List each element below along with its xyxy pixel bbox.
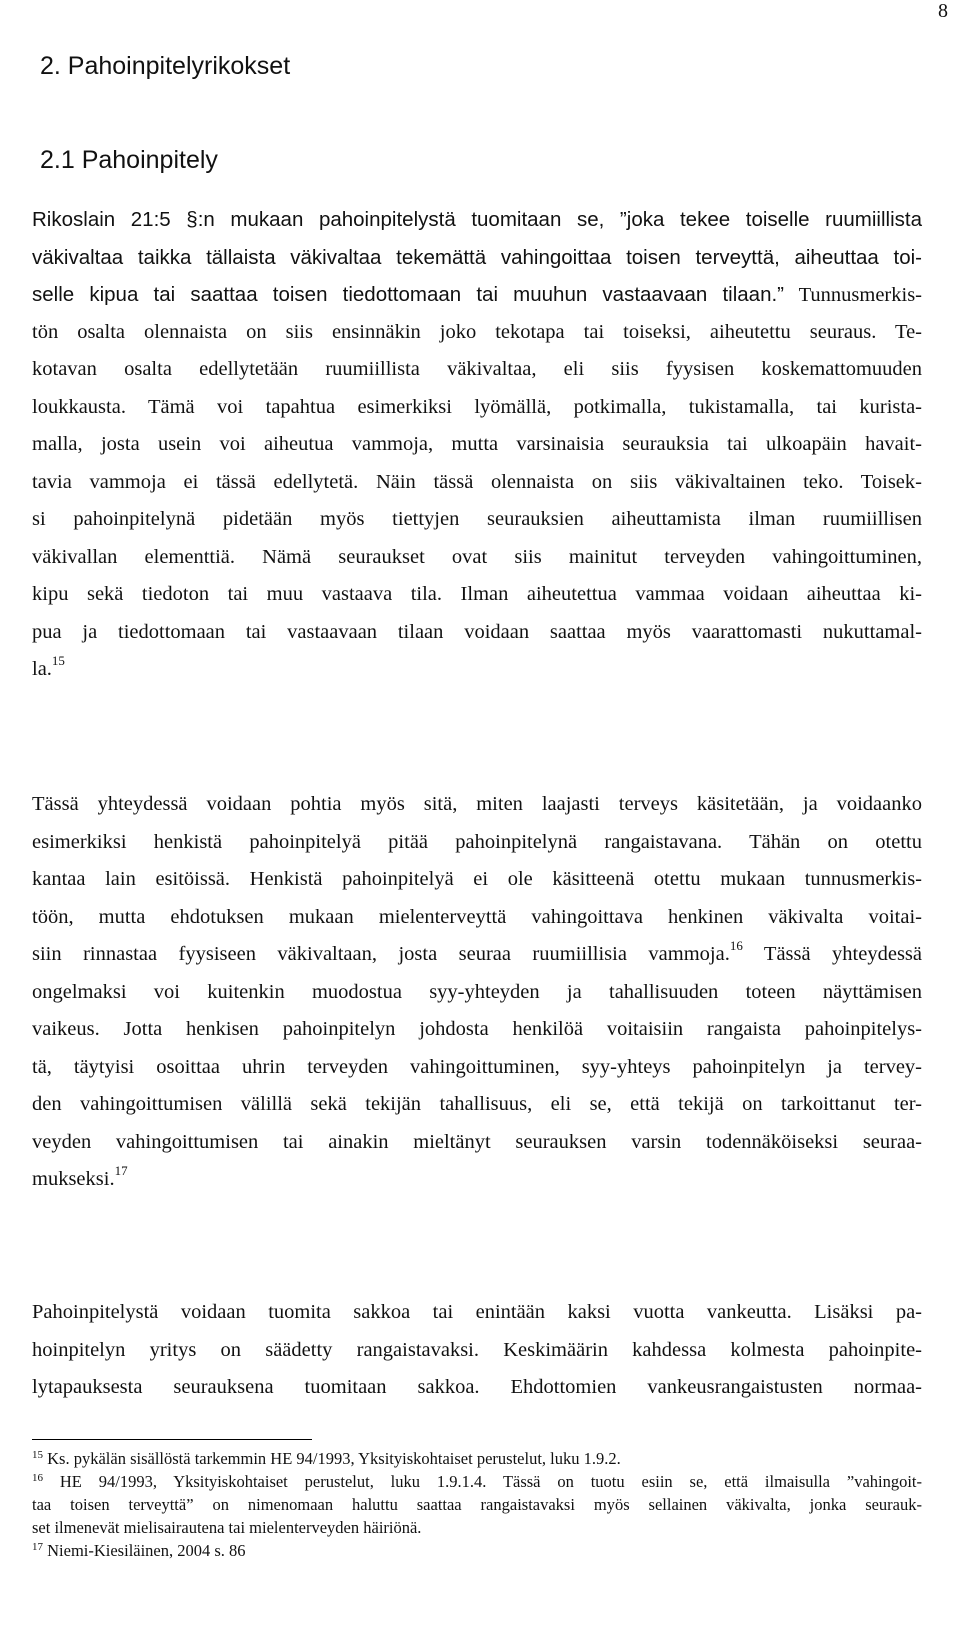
footnote-ref: 16 bbox=[729, 938, 743, 953]
footnote-16 bbox=[32, 1470, 922, 1493]
text-line bbox=[32, 936, 922, 974]
footnote-number: 17 bbox=[32, 1541, 43, 1553]
paragraph-1 bbox=[32, 201, 922, 689]
text-line: väkivaltaa taikka tällaista väkivaltaa tekemättä vahingoittaa toisen terveyttä, aiheuttaa toi- bbox=[32, 245, 922, 269]
text-segment: selle kipua tai saattaa toisen tiedottomaan tai muuhun vastaavaan tilaan.” bbox=[32, 283, 784, 306]
text-segment: mukseksi. bbox=[32, 1168, 115, 1190]
footnote-number: 15 bbox=[32, 1449, 43, 1461]
text-line: Tässä yhteydessä voidaan pohtia myös sitä, miten laajasti terveys käsitetään, ja voidaanko bbox=[32, 793, 922, 815]
footnote-text: HE 94/1993, Yksityiskohtaiset perustelut, luku 1.9.1.4. Tässä on tuotu esiin se, että ilmaisulla ”vahingoit- bbox=[59, 1472, 923, 1491]
text-line bbox=[32, 389, 922, 427]
text-line: Rikoslain 21:5 §:n mukaan pahoinpitelystä tuomitaan se, ”joka tekee toiselle ruumiillista bbox=[32, 208, 922, 231]
text-line: lytapauksesta seurauksena tuomitaan sakkoa. Ehdottomien vankeusrangaistusten normaa- bbox=[32, 1376, 922, 1398]
footnotes bbox=[32, 1447, 922, 1562]
footnote-divider bbox=[32, 1439, 312, 1440]
paragraph-2 bbox=[32, 786, 922, 1199]
section-heading: 2. Pahoinpitelyrikokset bbox=[40, 52, 291, 80]
text-segment: Tässä yhteydessä bbox=[763, 943, 922, 965]
text-line: kantaa lain esitöissä. Henkistä pahoinpitelyä ei ole käsitteenä otettu mukaan tunnusmerkis- bbox=[32, 868, 922, 890]
text-segment: loukkausta. bbox=[32, 395, 126, 418]
text-line: hoinpitelyn yritys on säädetty rangaistavaksi. Keskimäärin kahdessa kolmesta pahoinpite- bbox=[32, 1338, 922, 1361]
text-line: si pahoinpitelynä pidetään myös tiettyjen seurauksien aiheuttamista ilman ruumiillisen bbox=[32, 508, 922, 530]
text-segment: Tämä voi tapahtua esimerkiksi lyömällä, potkimalla, tukistamalla, tai kurista- bbox=[147, 395, 922, 418]
footnote-ref: 15 bbox=[51, 653, 65, 668]
text-line: ongelmaksi voi kuitenkin muodostua syy-yhteyden ja tahallisuuden toteen näyttämisen bbox=[32, 980, 922, 1003]
text-segment: la. bbox=[32, 658, 52, 680]
text-line bbox=[32, 1161, 922, 1199]
footnote-text: Niemi-Kiesiläinen, 2004 s. 86 bbox=[47, 1541, 246, 1560]
text-line: töön, mutta ehdotuksen mukaan mielenterveyttä vahingoittava henkinen väkivalta voitai- bbox=[32, 905, 922, 928]
text-line: esimerkiksi henkistä pahoinpitelyä pitää pahoinpitelynä rangaistavana. Tähän on otettu bbox=[32, 830, 922, 853]
footnote-text: Ks. pykälän sisällöstä tarkemmin HE 94/1993, Yksityiskohtaiset perustelut, luku 1.9.2. bbox=[47, 1449, 621, 1468]
footnote-text: taa toisen terveyttä” on nimenomaan haluttu saattaa rangaistavaksi myös sellainen väkivalta, jonka seurauk- bbox=[32, 1495, 922, 1514]
text-line: vaikeus. Jotta henkisen pahoinpitelyn johdosta henkilöä voitaisiin rangaista pahoinpitelys- bbox=[32, 1018, 922, 1040]
text-line: tön osalta olennaista on siis ensinnäkin joko tekotapa tai toiseksi, aiheutettu seuraus. Te- bbox=[32, 320, 922, 343]
footnote-number: 16 bbox=[32, 1472, 43, 1484]
footnote-text: set ilmenevät mielisairautena tai mielenterveyden häiriönä. bbox=[32, 1518, 422, 1537]
footnote-ref: 17 bbox=[114, 1163, 128, 1178]
text-line: väkivallan elementtiä. Nämä seuraukset ovat siis mainitut terveyden vahingoittuminen, bbox=[32, 545, 922, 568]
text-line: malla, josta usein voi aiheutua vammoja, mutta varsinaisia seurauksia tai ulkoapäin havait- bbox=[32, 433, 922, 455]
text-line: Pahoinpitelystä voidaan tuomita sakkoa tai enintään kaksi vuotta vankeutta. Lisäksi pa- bbox=[32, 1301, 922, 1323]
text-segment: Tunnusmerkis- bbox=[798, 284, 923, 306]
text-line: tä, täytyisi osoittaa uhrin terveyden vahingoittuminen, syy-yhteys pahoinpitelyn ja tervey- bbox=[32, 1055, 922, 1078]
text-line bbox=[32, 276, 922, 314]
paragraph-3 bbox=[32, 1294, 922, 1407]
text-line: kotavan osalta edellytetään ruumiillista väkivaltaa, eli siis fyysisen koskemattomuuden bbox=[32, 358, 922, 380]
footnote-15 bbox=[32, 1447, 922, 1470]
text-line: den vahingoittumisen välillä sekä tekijän tahallisuus, eli se, että tekijä on tarkoittanut ter- bbox=[32, 1093, 922, 1115]
text-line: tavia vammoja ei tässä edellytetä. Näin tässä olennaista on siis väkivaltainen teko. Toisek- bbox=[32, 470, 922, 493]
subsection-heading: 2.1 Pahoinpitely bbox=[40, 146, 218, 174]
text-line bbox=[32, 651, 922, 689]
text-line: kipu sekä tiedoton tai muu vastaava tila. Ilman aiheutettua vammaa voidaan aiheuttaa ki- bbox=[32, 583, 922, 605]
text-line: veyden vahingoittumisen tai ainakin mieltänyt seurauksen varsin todennäköiseksi seuraa- bbox=[32, 1130, 922, 1153]
footnote-17 bbox=[32, 1539, 922, 1562]
text-line: pua ja tiedottomaan tai vastaavaan tilaan voidaan saattaa myös vaarattomasti nukuttamal- bbox=[32, 620, 922, 643]
text-segment: siin rinnastaa fyysiseen väkivaltaan, josta seuraa ruumiillisia vammoja. bbox=[32, 943, 730, 965]
page-number: 8 bbox=[938, 0, 948, 22]
